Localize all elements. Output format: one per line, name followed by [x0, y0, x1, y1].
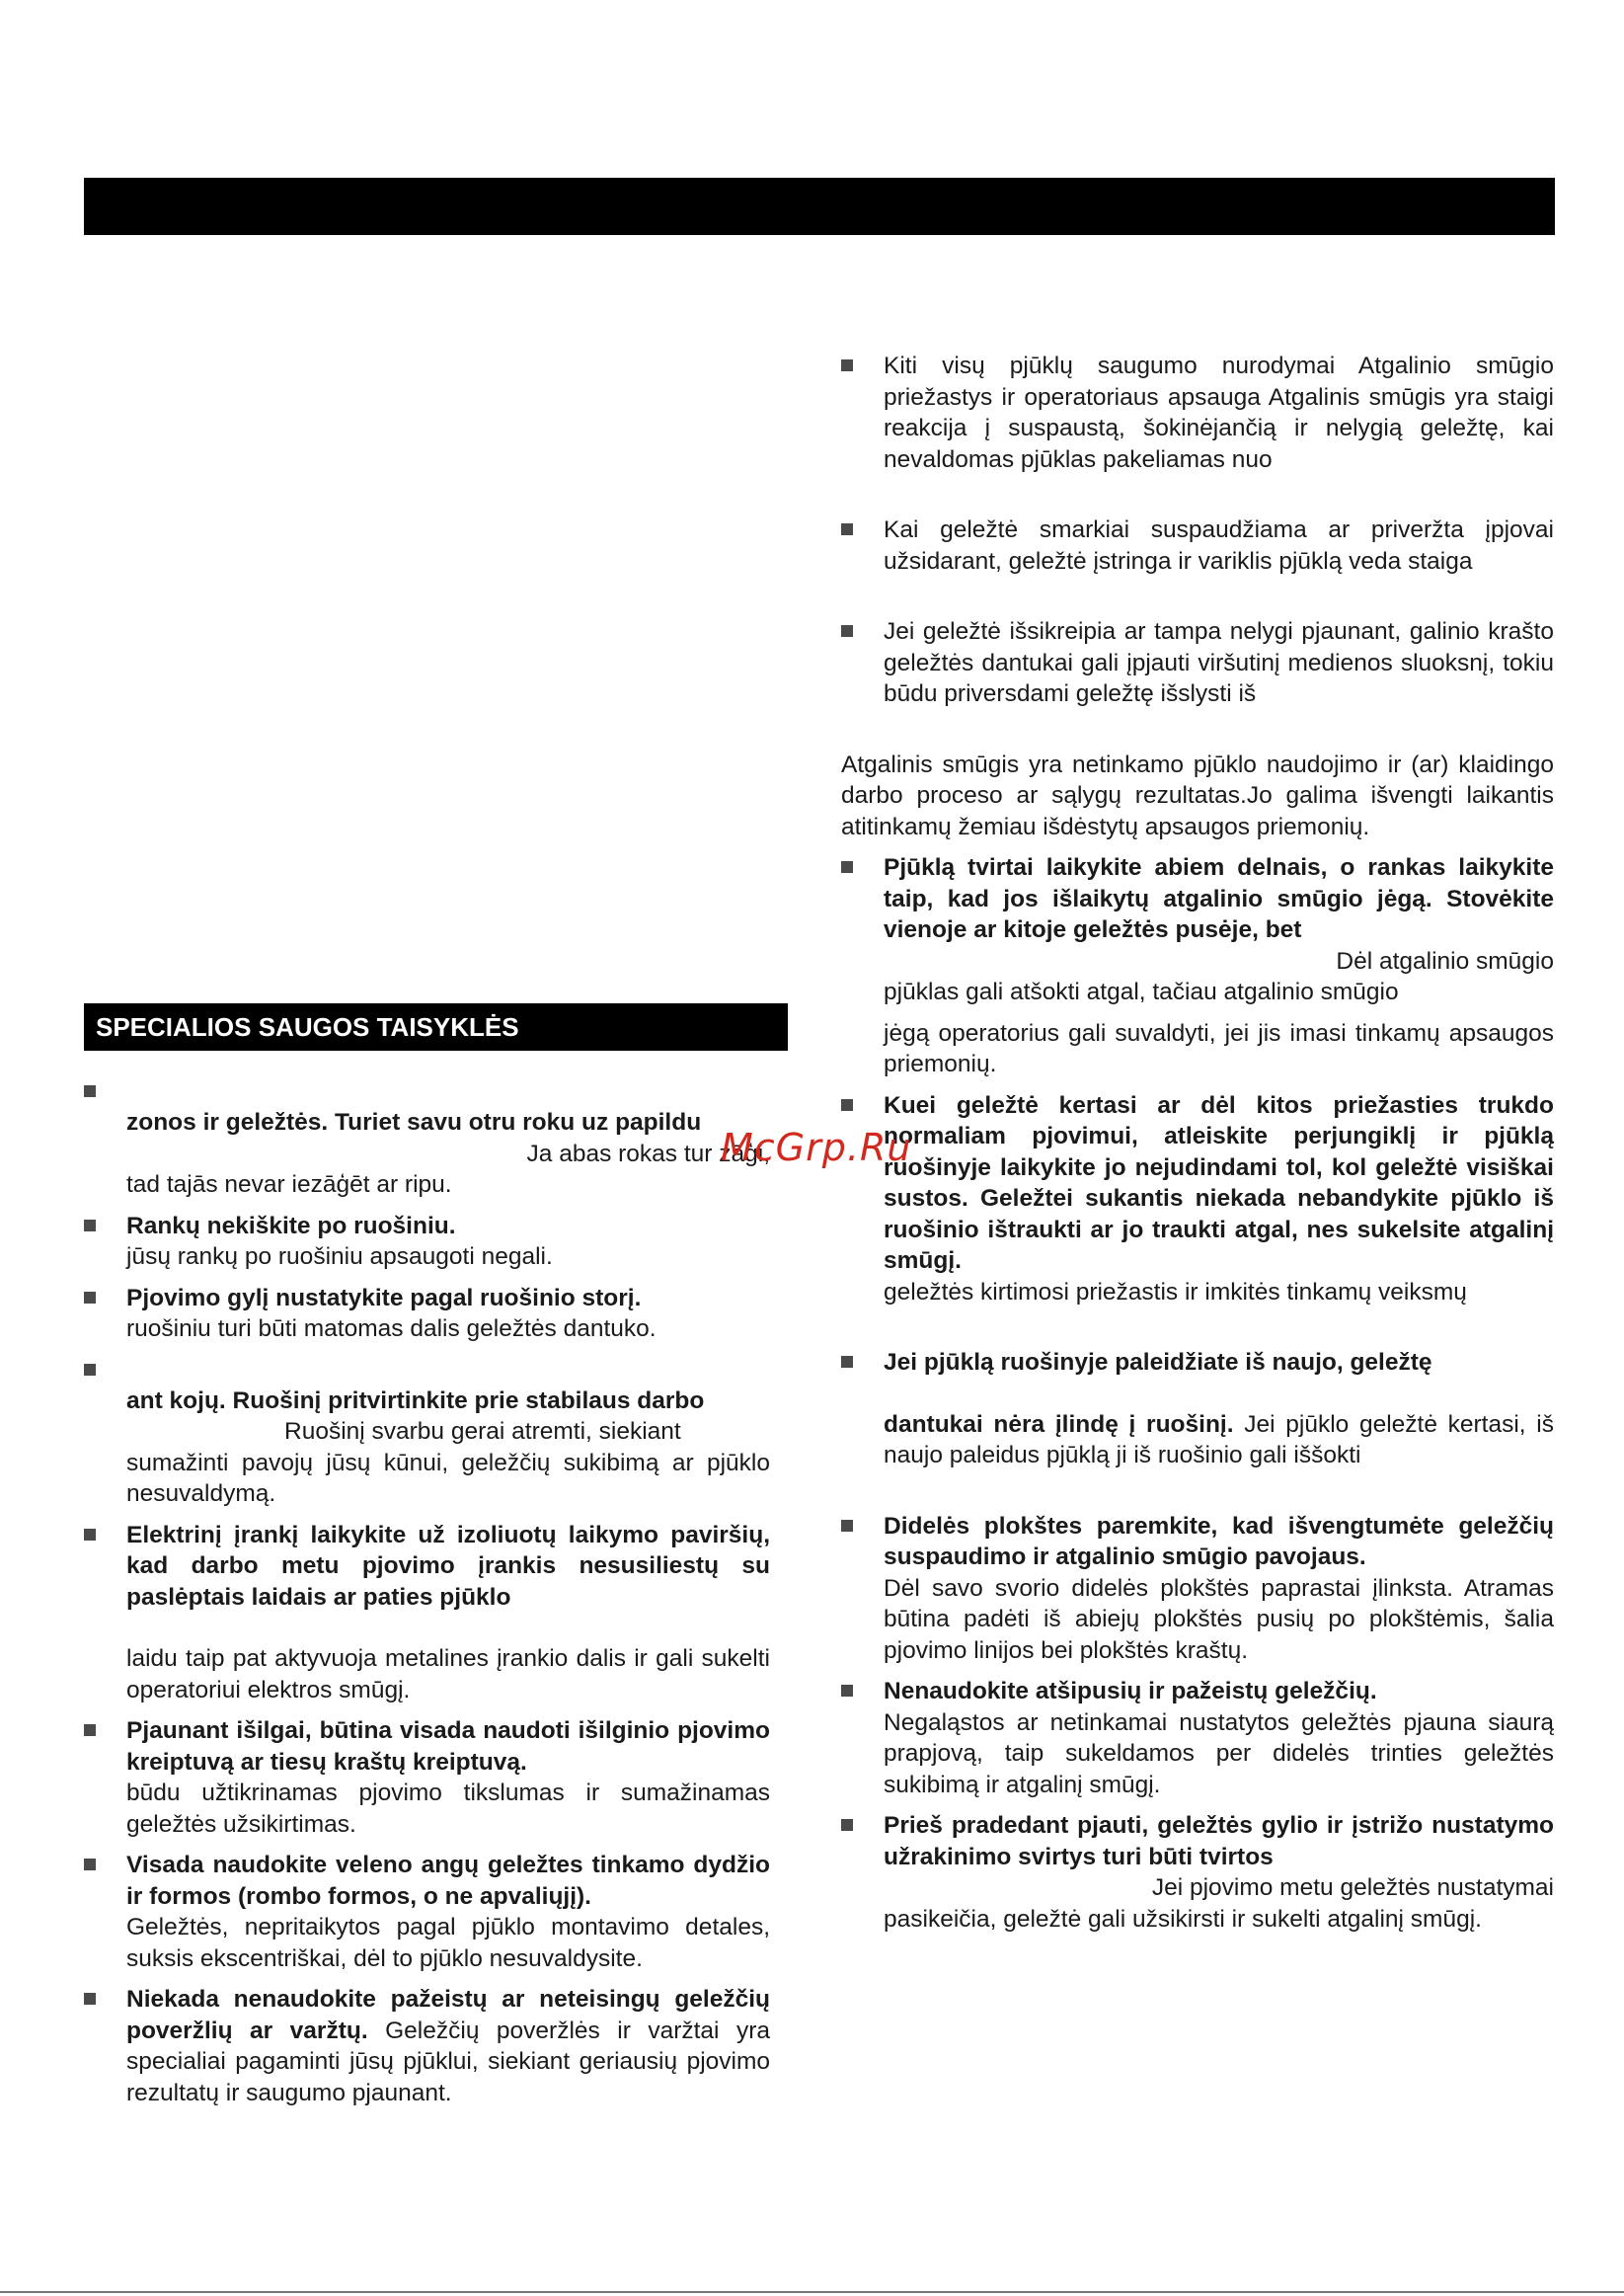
item-text: Geležčių poveržlės ir varžtai yra specialiai pagaminti jūsų pjūklui, siekiant geriausių pjovimo rezultatų ir saugumo pjaunant.: [126, 2017, 771, 2106]
item-text: geležtės kirtimosi priežastis ir imkitės tinkamų veiksmų: [884, 1278, 1467, 1306]
item-bold: Visada naudokite veleno angų geležtes tinkamo dydžio ir formos (rombo formos, o ne apvaliųjį).: [126, 1852, 770, 1910]
list-item: [841, 1676, 1554, 1800]
item-text: jūsų rankų po ruošiniu apsaugoti negali.: [126, 1243, 553, 1270]
right-column: [841, 351, 1554, 1944]
bullet-icon: [84, 1085, 96, 1097]
bullet-icon: [841, 359, 853, 371]
bullet-icon: [84, 1529, 96, 1541]
item-text: Jei geležtė išsikreipia ar tampa nelygi pjaunant, galinio krašto geležtės dantukai gali įpjauti viršutinį medienos sluoksnį, tokiu būdu priversdami geležtę išslysti iš: [884, 618, 1554, 707]
list-item: [84, 1076, 770, 1201]
section-heading: SPECIALIOS SAUGOS TAISYKLĖS: [84, 1003, 788, 1051]
list-item: [841, 852, 1554, 1080]
bullet-icon: [84, 1220, 96, 1231]
list-item: [84, 1211, 770, 1273]
item-text: Kai geležtė smarkiai suspaudžiama ar priveržta įpjovai užsidarant, geležtė įstringa ir variklis pjūklą veda staiga: [884, 516, 1554, 575]
item-text: Negaląstos ar netinkamai nustatytos geležtės pjauna siaurą prapjovą, taip sukeldamos per didelės trinties geležtės sukibimą ir atgalinį smūgį.: [884, 1708, 1554, 1798]
item-bold: dantukai nėra įlindę į ruošinį.: [884, 1410, 1234, 1438]
list-item: [841, 1090, 1554, 1308]
item-text: ruošiniu turi būti matomas dalis geležtės dantuko.: [126, 1315, 657, 1342]
item-bold: [126, 1076, 770, 1107]
bullet-icon: [84, 1993, 96, 2005]
bullet-icon: [841, 1520, 853, 1532]
item-text: pjūklas gali atšokti atgal, tačiau atgalinio smūgio: [884, 979, 1399, 1005]
list-item: [841, 616, 1554, 710]
item-bold: Pjūklą tvirtai laikykite abiem delnais, o rankas laikykite taip, kad jos išlaikytų atgalinio smūgio jėgą. Stovėkite vienoje ar kitoje geležtės pusėje, bet: [884, 854, 1554, 943]
list-item: [84, 1850, 770, 1974]
page-bottom-rule: [0, 2291, 1624, 2293]
item-bold: Nenaudokite atšipusių ir pažeistų geležčių.: [884, 1678, 1377, 1704]
item-text: Jei pjūklo geležtė kertasi, iš naujo paleidus pjūklą ji iš ruošinio gali iššokti: [884, 1410, 1554, 1468]
item-text: Jei pjovimo metu geležtės nustatymai: [1151, 1874, 1554, 1901]
bullet-icon: [841, 1685, 853, 1697]
item-bold: Niekada nenaudokite pažeistų ar neteisingų geležčių poveržlių ar varžtų.: [126, 1986, 770, 2044]
item-text: Geležtės, nepritaikytos pagal pjūklo montavimo detales, suksis ekscentriškai, dėl to pjūklo nesuvaldysite.: [126, 1914, 770, 1972]
item-text: pasikeičia, geležtė gali užsikirsti ir sukelti atgalinį smūgį.: [884, 1905, 1482, 1933]
item-bold: Pjaunant išilgai, būtina visada naudoti išilginio pjovimo kreiptuvą ar tiesų kraštų kreiptuvą.: [126, 1717, 770, 1776]
item-text: būdu užtikrinamas pjovimo tikslumas ir sumažinamas geležtės užsikirtimas.: [126, 1780, 770, 1838]
item-bold: Pjovimo gylį nustatykite pagal ruošinio storį.: [126, 1284, 642, 1311]
list-item: [841, 515, 1554, 577]
item-text: Ruošinį svarbu gerai atremti, siekiant: [284, 1418, 681, 1445]
item-text: laidu taip pat aktyvuoja metalines įrankio dalis ir gali sukelti operatoriui elektros smūgį.: [126, 1645, 770, 1703]
list-item: [84, 1984, 770, 2108]
item-text: Kiti visų pjūklų saugumo nurodymai Atgalinio smūgio priežastys ir operatoriaus apsauga Atgalinis smūgis yra staigi reakcija į suspaustą, šokinėjančią ir nelygią geležtę, kai nevaldomas pjūklas pakeliamas nuo: [884, 353, 1554, 473]
left-column: [84, 1076, 770, 2118]
bullet-icon: [84, 1364, 96, 1376]
header-bar: [84, 178, 1555, 235]
item-text: [126, 1984, 770, 2108]
item-text: sumažinti pavojų jūsų kūnui, geležčių sukibimą ar pjūklo nesuvaldymą.: [126, 1449, 770, 1507]
item-bold: Rankų nekiškite po ruošiniu.: [126, 1212, 456, 1239]
bullet-icon: [841, 625, 853, 637]
kickback-paragraph: Atgalinis smūgis yra netinkamo pjūklo naudojimo ir (ar) klaidingo darbo proceso ar sąlygų rezultatas.Jo galima išvengti laikantis atitinkamų žemiau išdėstytų apsaugos priemonių.: [841, 751, 1554, 840]
bullet-icon: [841, 523, 853, 535]
item-text: jėgą operatorius gali suvaldyti, jei jis imasi tinkamų apsaugos priemonių.: [884, 1019, 1554, 1077]
item-bold: ant kojų. Ruošinį pritvirtinkite prie stabilaus darbo: [126, 1386, 705, 1414]
item-bold: Elektrinį įrankį laikykite už izoliuotų laikymo paviršių, kad darbo metu pjovimo įrankis nesusiliestų su paslėptais laidais ar paties pjūklo: [126, 1521, 770, 1611]
list-item: [84, 1520, 770, 1706]
list-item: [841, 1810, 1554, 1935]
bullet-icon: [84, 1859, 96, 1870]
item-bold: Prieš pradedant pjauti, geležtės gylio ir įstrižo nustatymo užrakinimo svirtys turi būti tvirtos: [884, 1812, 1554, 1870]
list-item: [84, 1355, 770, 1510]
watermark: McGrp.Ru: [721, 1126, 912, 1169]
bullet-icon: [841, 861, 853, 873]
item-text: Dėl atgalinio smūgio: [1336, 947, 1554, 975]
item-bold: Didelės plokštes paremkite, kad išvengtumėte geležčių suspaudimo ir atgalinio smūgio pavojaus.: [884, 1512, 1554, 1570]
bullet-icon: [84, 1292, 96, 1304]
item-text: Dėl savo svorio didelės plokštės paprastai įlinksta. Atramas būtina padėti iš abiejų plokštės pusių po plokštėmis, šalia pjovimo linijos bei plokštės kraštų.: [884, 1574, 1554, 1664]
item-text: [884, 1409, 1554, 1471]
list-item: [841, 351, 1554, 475]
list-item: [84, 1715, 770, 1840]
bullet-icon: [84, 1724, 96, 1736]
list-item: [841, 1511, 1554, 1667]
bullet-icon: [841, 1099, 853, 1111]
bullet-icon: [841, 1819, 853, 1831]
list-item: [84, 1283, 770, 1345]
item-bold: Jei pjūklą ruošinyje paleidžiate iš naujo, geležtę: [884, 1349, 1432, 1376]
item-text: tad tajās nevar iezāģēt ar ripu.: [126, 1171, 452, 1198]
item-bold: zonos ir geležtės. Turiet savu otru roku uz papildu: [126, 1109, 702, 1136]
item-text: Ja abas rokas tur zāģi,: [526, 1140, 770, 1167]
bullet-icon: [841, 1356, 853, 1368]
list-item: [841, 1347, 1554, 1471]
item-bold: Kuei geležtė kertasi ar dėl kitos priežasties trukdo normaliam pjovimui, atleiskite perjungiklį ir pjūklą ruošinyje laikykite jo nejudindami tol, kol geležtė visiškai sustos. Geležtei sukantis niekada nebandykite pjūklo iš ruošinio ištraukti ar jo traukti atgal, nes sukelsite atgalinį smūgį.: [884, 1091, 1554, 1274]
